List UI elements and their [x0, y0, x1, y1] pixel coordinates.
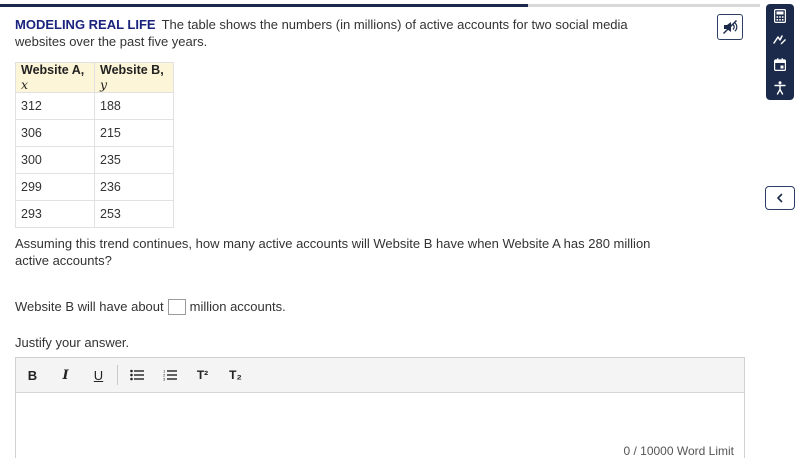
answer-input[interactable]	[168, 299, 186, 315]
calendar-icon	[774, 58, 786, 71]
table-cell: 253	[95, 201, 174, 228]
calculator-button[interactable]	[766, 4, 794, 28]
editor-toolbar	[16, 358, 744, 393]
audio-muted-icon	[722, 19, 738, 35]
prompt-text: The table shows the numbers (in millions) of active accounts for two social media websites over the past five years.	[15, 17, 628, 49]
table-cell: 306	[16, 120, 95, 147]
question-text: Assuming this trend continues, how many active accounts will Website B have when Website A has 280 million active accounts?	[15, 236, 651, 268]
data-table	[15, 62, 174, 228]
table-row	[16, 201, 174, 228]
table-row	[16, 174, 174, 201]
italic-button[interactable]: I	[62, 367, 69, 383]
table-header-row	[16, 63, 174, 93]
bulleted-list-button[interactable]	[120, 358, 153, 392]
chevron-left-icon	[776, 193, 784, 203]
svg-text:2: 2	[162, 372, 165, 378]
progress-bar-fill	[0, 4, 528, 7]
answer-prefix: Website B will have about	[15, 299, 164, 314]
toolbar-divider	[117, 365, 118, 385]
problem-prompt	[15, 16, 675, 50]
svg-text:3: 3	[162, 376, 165, 381]
table-row	[16, 147, 174, 174]
numbered-list-icon	[163, 369, 177, 381]
calendar-button[interactable]	[766, 52, 794, 76]
table-cell: 299	[16, 174, 95, 201]
svg-text:1: 1	[162, 369, 165, 374]
column-header-website-b: Website B, y	[95, 63, 174, 93]
table-cell: 312	[16, 93, 95, 120]
superscript-button[interactable]: T²	[196, 368, 209, 382]
editor-text-area[interactable]	[16, 393, 744, 441]
progress-bar	[0, 4, 760, 7]
table-cell: 236	[95, 174, 174, 201]
table-row	[16, 93, 174, 120]
table-row	[16, 120, 174, 147]
justify-prompt: Justify your answer.	[15, 335, 130, 350]
table-cell: 293	[16, 201, 95, 228]
hand-tool-button[interactable]	[766, 28, 794, 52]
bulleted-list-icon	[130, 369, 144, 381]
numbered-list-button[interactable]	[153, 358, 186, 392]
bold-button[interactable]: B	[27, 367, 38, 383]
tools-sidebar	[766, 4, 794, 100]
accessibility-icon	[774, 81, 786, 95]
table-cell: 235	[95, 147, 174, 174]
column-header-website-a: Website A, x	[16, 63, 95, 93]
collapse-panel-button[interactable]	[765, 186, 795, 210]
underline-button[interactable]: U	[93, 367, 104, 383]
table-cell: 215	[95, 120, 174, 147]
subscript-button[interactable]: T₂	[229, 368, 242, 382]
accessibility-button[interactable]	[766, 76, 794, 100]
table-cell: 188	[95, 93, 174, 120]
audio-toggle-button[interactable]	[717, 14, 743, 40]
answer-suffix: million accounts.	[189, 299, 286, 314]
calculator-icon	[774, 9, 786, 23]
hand-tool-icon	[773, 34, 787, 46]
table-cell: 300	[16, 147, 95, 174]
rich-text-editor	[15, 357, 745, 458]
prompt-lead: MODELING REAL LIFE	[15, 17, 156, 32]
answer-line	[15, 298, 286, 315]
word-limit-counter: 0 / 10000 Word Limit	[623, 444, 734, 458]
